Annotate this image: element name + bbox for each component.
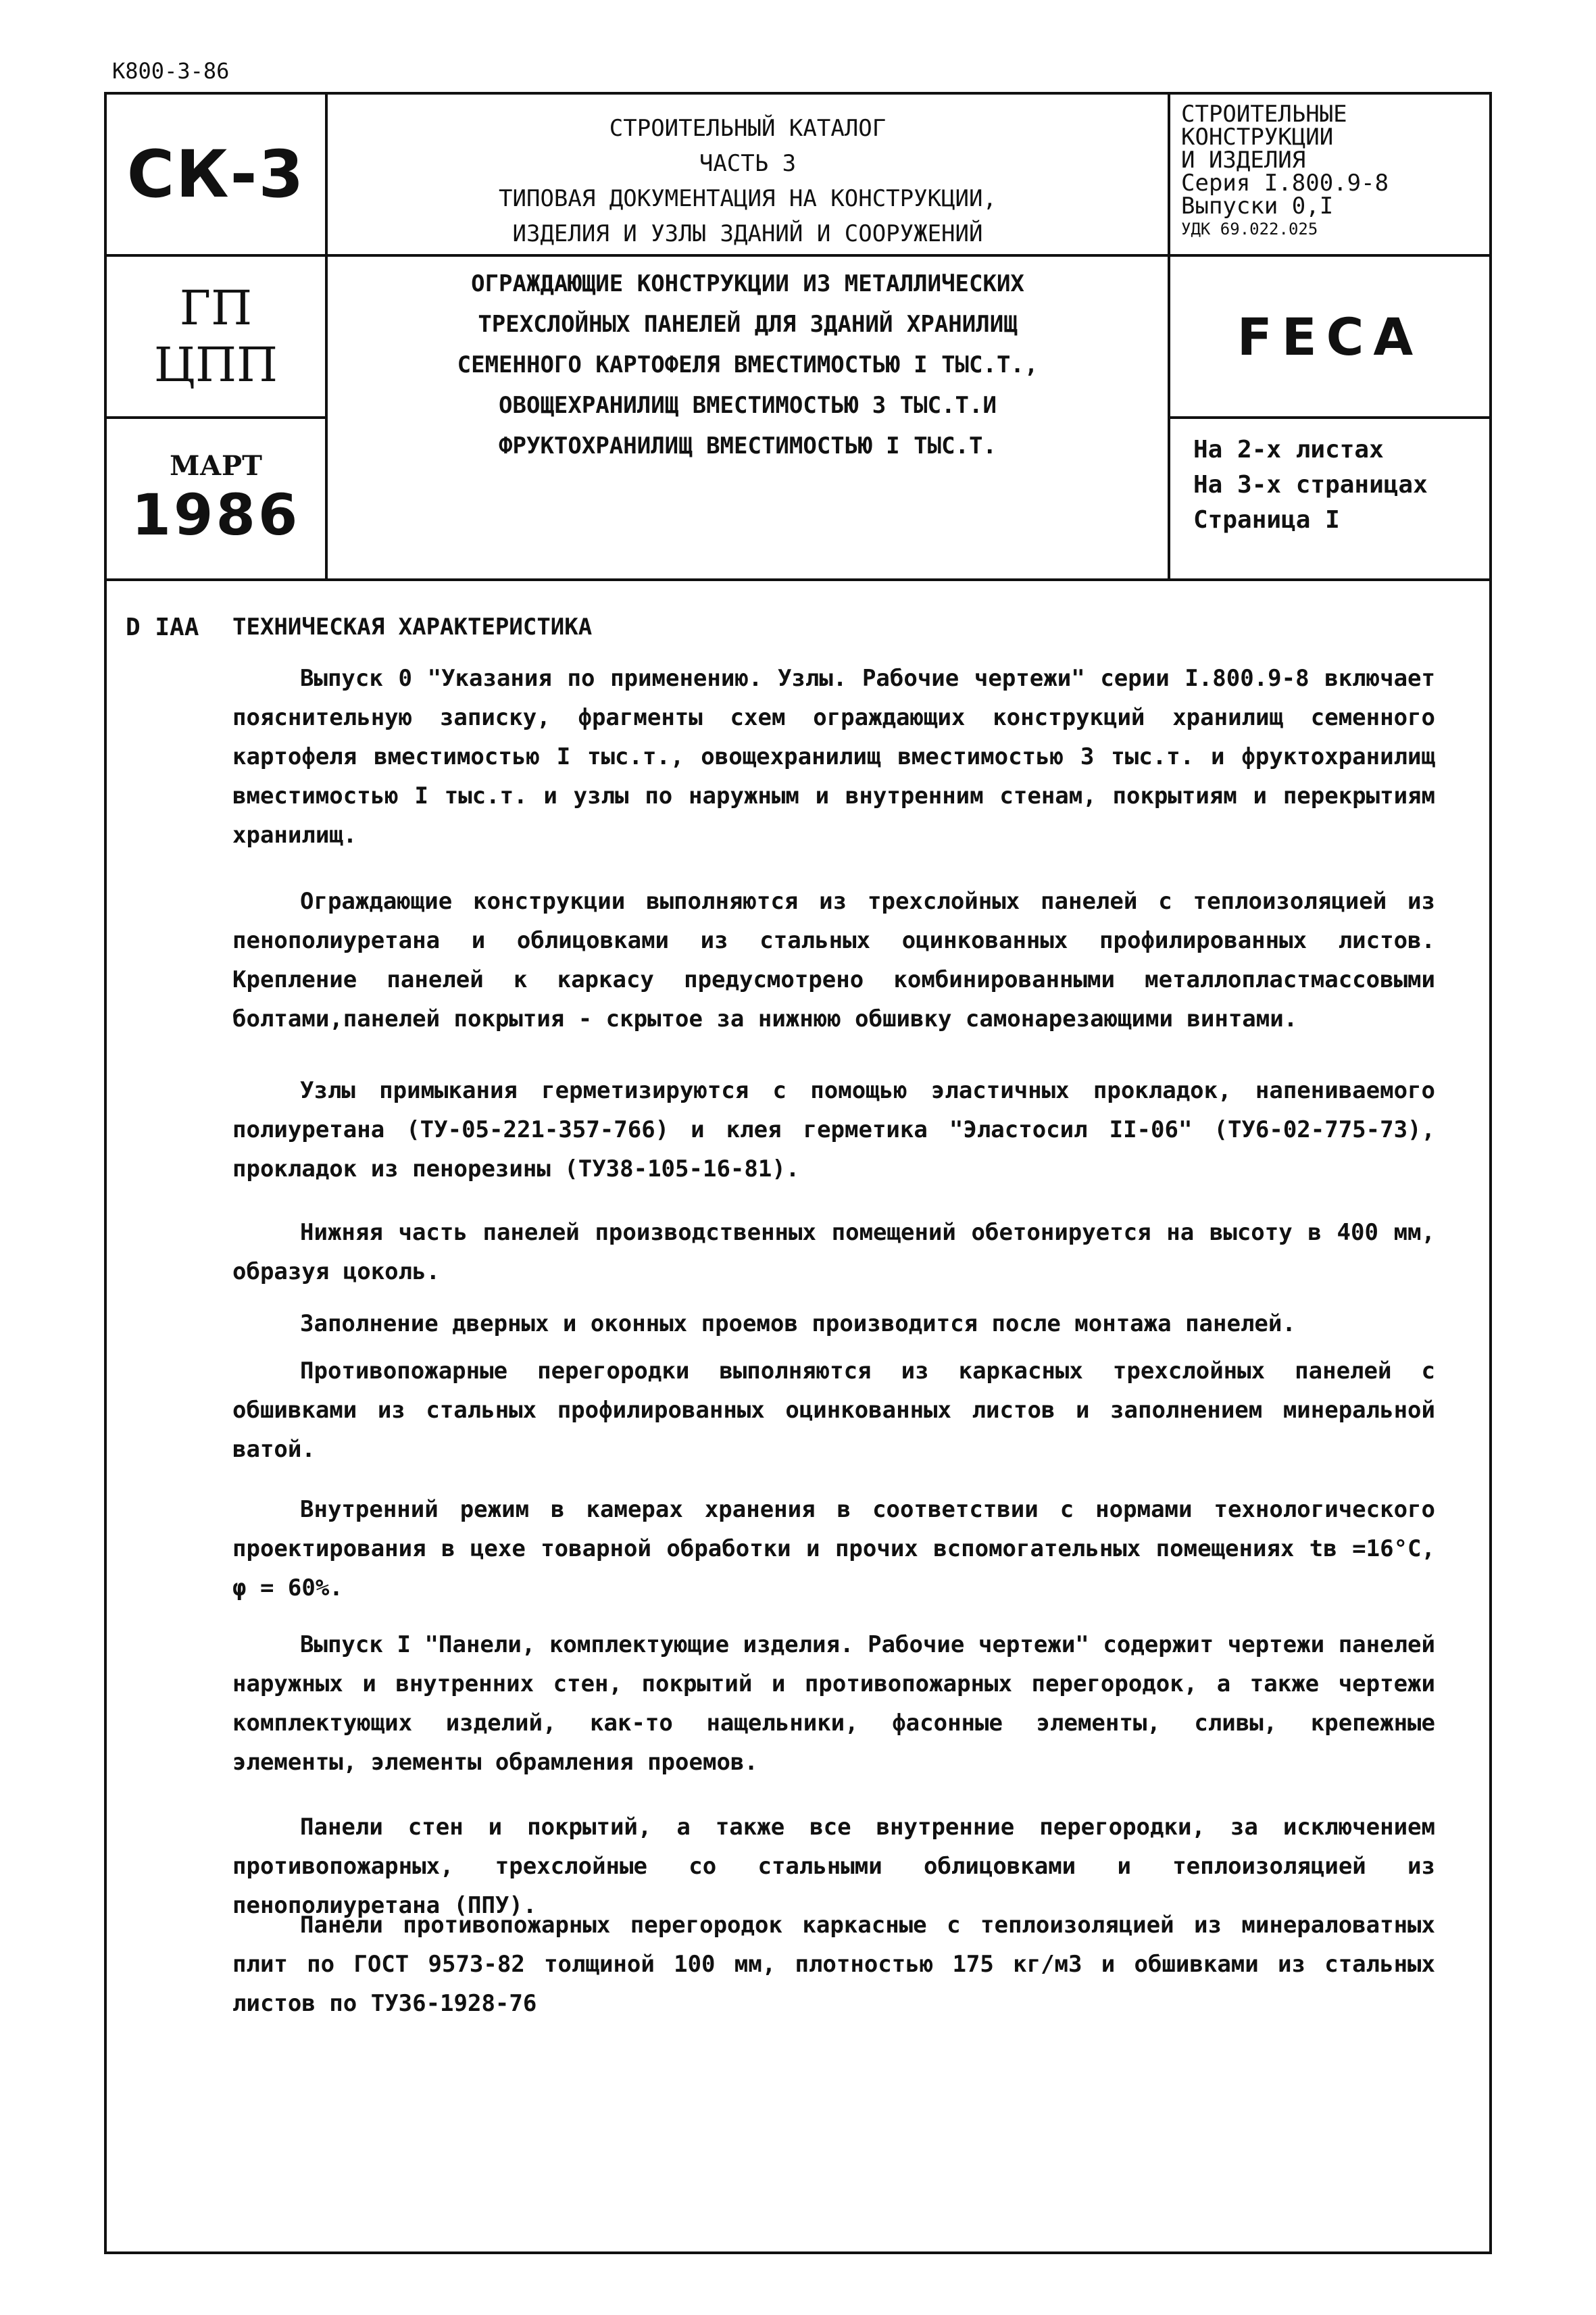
catalog-line: ЧАСТЬ 3	[699, 150, 797, 177]
catalog-title-cell	[328, 108, 1168, 254]
document-title-line: ТРЕХСЛОЙНЫХ ПАНЕЛЕЙ ДЛЯ ЗДАНИЙ ХРАНИЛИЩ	[478, 311, 1018, 338]
series-info-line: Серия I.800.9-8	[1181, 170, 1389, 197]
catalog-code: СК-3	[126, 136, 305, 212]
section-title: ТЕХНИЧЕСКАЯ ХАРАКТЕРИСТИКА	[232, 614, 593, 641]
header-bottom-line	[107, 578, 1489, 581]
paragraph: Заполнение дверных и оконных проемов производится после монтажа панелей.	[300, 1310, 1296, 1337]
organization-line: ГП	[179, 280, 253, 336]
paragraph: Панели стен и покрытий, а также все внутренние перегородки, за исключением противопожарных, трехслойные со стальными облицовками и теплоизоляцией из пенополиуретана (ППУ).	[232, 1814, 1435, 1919]
series-info-line: И ИЗДЕЛИЯ	[1181, 147, 1306, 174]
classification-cell	[1170, 257, 1489, 416]
issue-year: 1986	[131, 481, 301, 548]
document-title-line: ОВОЩЕХРАНИЛИЩ ВМЕСТИМОСТЬЮ 3 ТЫС.Т.И	[499, 392, 997, 419]
paragraph: Противопожарные перегородки выполняются из каркасных трехслойных панелей с обшивками из стальных профилированных оцинкованных листов и заполнением минеральной ватой.	[232, 1358, 1435, 1463]
document-title-line: ФРУКТОХРАНИЛИЩ ВМЕСТИМОСТЬЮ I ТЫС.Т.	[499, 432, 997, 459]
page-number: Страница I	[1193, 506, 1340, 534]
paragraph: Узлы примыкания герметизируются с помощью эластичных прокладок, напениваемого полиуретана (ТУ-05-221-357-766) и клея герметика "Эластосил II-06" (ТУ6-02-775-73), прокладок из пенорезины (ТУ38-105-16-81).	[232, 1077, 1435, 1183]
issue-month: МАРТ	[170, 449, 262, 482]
organization-cell	[107, 257, 325, 416]
document-code: K800-3-86	[112, 58, 230, 84]
organization-line: ЦПП	[153, 337, 278, 393]
catalog-code-cell	[107, 95, 325, 254]
paragraph: Выпуск 0 "Указания по применению. Узлы. Рабочие чертежи" серии I.800.9-8 включает пояснительную записку, фрагменты схем ограждающих конструкций хранилищ семенного картофеля вместимостью I тыс.т., овощехранилищ вместимостью 3 тыс.т. и фруктохранилищ вместимостью I тыс.т. и узлы по наружным и внутренним стенам, покрытиям и перекрытиям хранилищ.	[232, 665, 1435, 849]
paragraph: Выпуск I "Панели, комплектующие изделия. Рабочие чертежи" содержит чертежи панелей наружных и внутренних стен, покрытий и противопожарных перегородок, а также чертежи комплектующих изделий, как-то нащельники, фасонные элементы, сливы, крепежные элементы, элементы обрамления проемов.	[232, 1631, 1435, 1776]
series-info-line: КОНСТРУКЦИИ	[1181, 124, 1334, 151]
paragraph: Ограждающие конструкции выполняются из трехслойных панелей с теплоизоляцией из пенополиуретана и облицовками из стальных оцинкованных профилированных листов. Крепление панелей к каркасу предусмотрено комбинированными металлопластмассовыми болтами,панелей покрытия - скрытое за нижнюю обшивку самонарезающими винтами.	[232, 888, 1435, 1032]
catalog-line: ИЗДЕЛИЯ И УЗЛЫ ЗДАНИЙ И СООРУЖЕНИЙ	[512, 220, 983, 247]
pages-count: На 3-х страницах	[1193, 471, 1428, 499]
catalog-line: СТРОИТЕЛЬНЫЙ КАТАЛОГ	[609, 115, 887, 142]
series-info-cell	[1181, 103, 1485, 254]
paragraph: Панели противопожарных перегородок каркасные с теплоизоляцией из минераловатных плит по ГОСТ 9573-82 толщиной 100 мм, плотностью 175 кг/м3 и обшивками из стальных листов по ТУ36-1928-76	[232, 1912, 1435, 2017]
document-title-line: ОГРАЖДАЮЩИЕ КОНСТРУКЦИИ ИЗ МЕТАЛЛИЧЕСКИХ	[471, 270, 1024, 297]
paragraph: Внутренний режим в камерах хранения в соответствии с нормами технологического проектирования в цехе товарной обработки и прочих вспомогательных помещениях tв =16°C, φ = 60%.	[232, 1496, 1435, 1601]
section-code: D IAA	[126, 614, 199, 641]
catalog-line: ТИПОВАЯ ДОКУМЕНТАЦИЯ НА КОНСТРУКЦИИ,	[499, 185, 997, 212]
series-info-line: СТРОИТЕЛЬНЫЕ	[1181, 101, 1347, 128]
udk-code: УДК 69.022.025	[1181, 220, 1318, 239]
series-info-line: Выпуски 0,I	[1181, 193, 1334, 220]
classification-code: FECA	[1237, 306, 1423, 367]
paragraph: Нижняя часть панелей производственных помещений обетонируется на высоту в 400 мм, образуя цоколь.	[232, 1219, 1435, 1285]
document-title-line: СЕМЕННОГО КАРТОФЕЛЯ ВМЕСТИМОСТЬЮ I ТЫС.Т.,	[457, 351, 1039, 378]
date-cell	[107, 419, 325, 578]
sheets-count: На 2-х листах	[1193, 436, 1384, 464]
document-title-cell	[328, 264, 1168, 578]
sheets-cell	[1193, 432, 1489, 578]
right-column-divider	[1168, 416, 1489, 419]
